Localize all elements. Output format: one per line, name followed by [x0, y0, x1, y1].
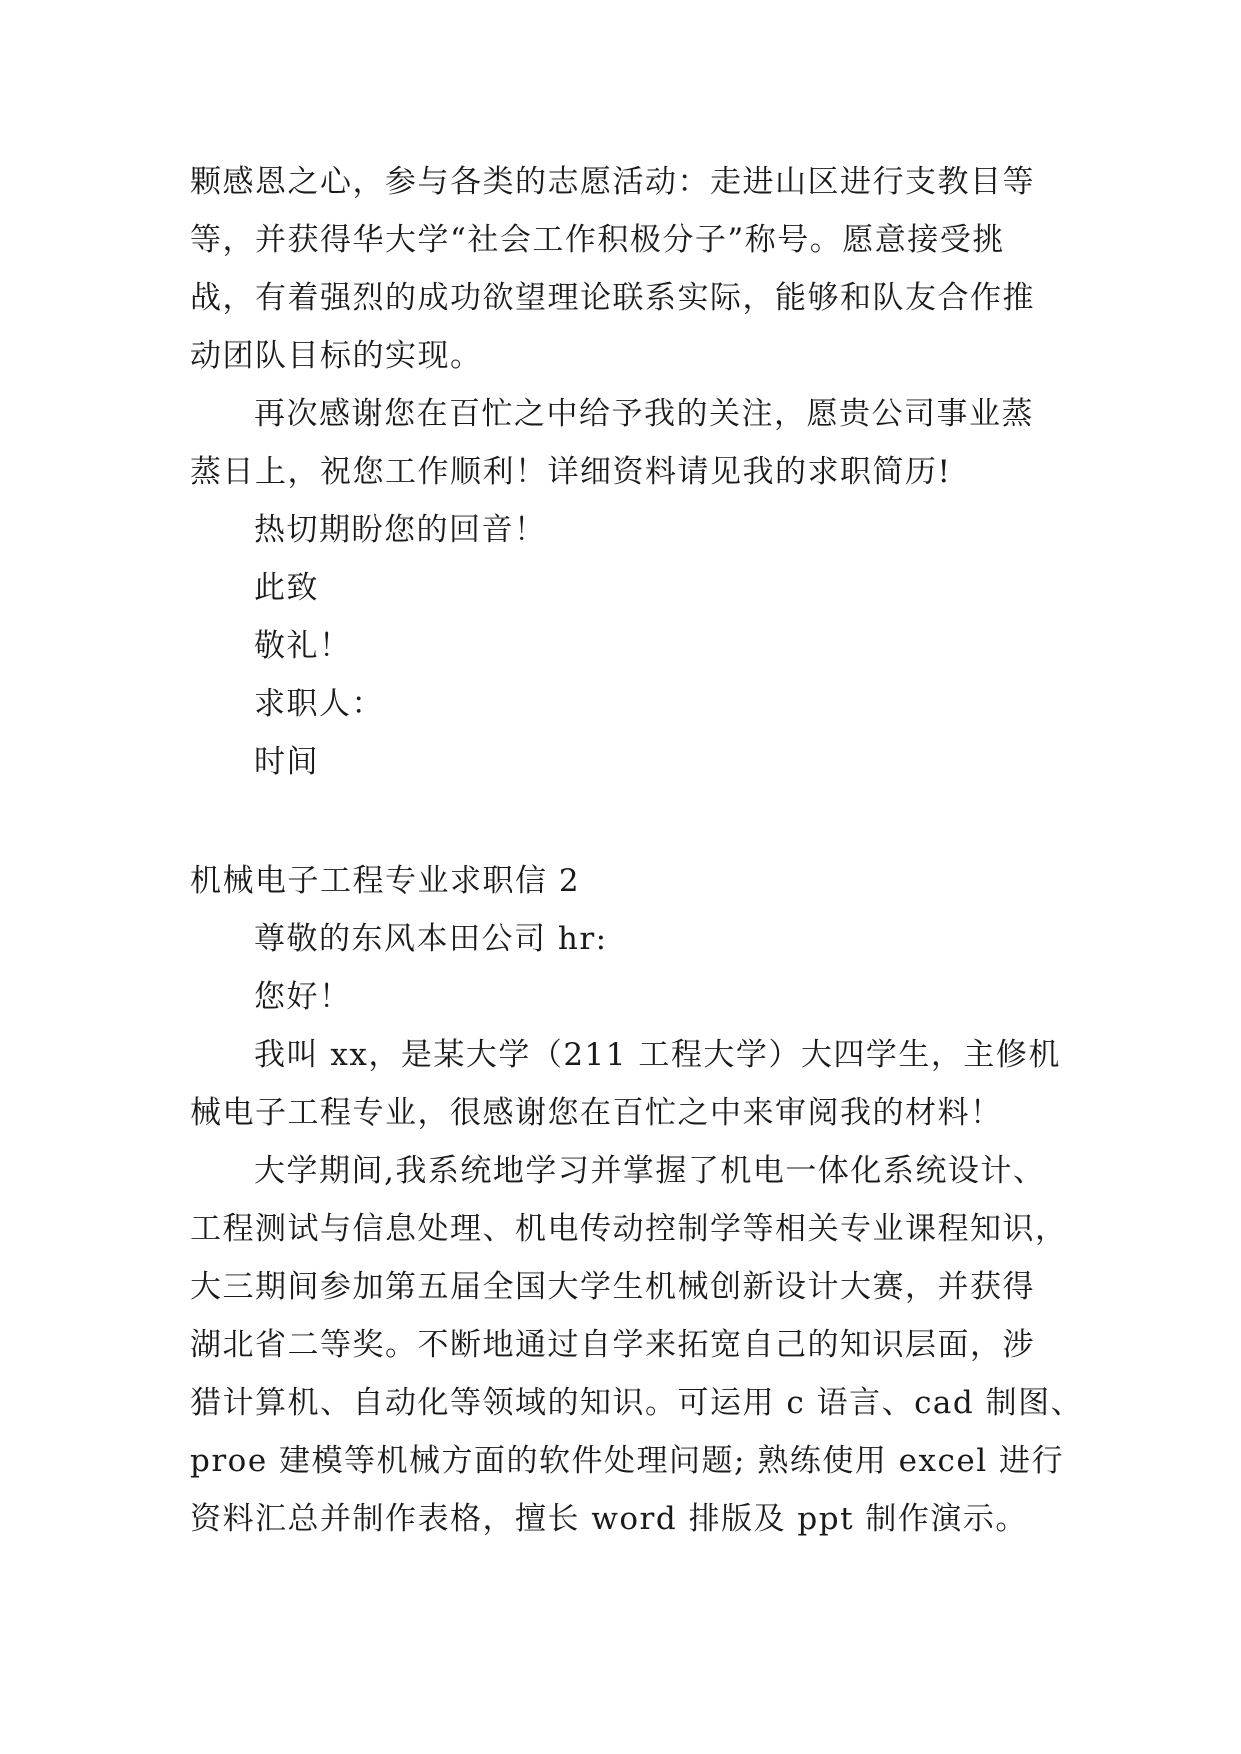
section-title: 机械电子工程专业求职信 2	[190, 863, 581, 899]
salutation: 尊敬的东风本田公司 hr:	[254, 921, 608, 957]
paragraph-line: 战，有着强烈的成功欲望理论联系实际，能够和队友合作推	[190, 280, 1035, 316]
study-paragraph-line: 大学期间,我系统地学习并掌握了机电一体化系统设计、	[254, 1153, 1046, 1189]
paragraph-line: 等，并获得华大学“社会工作积极分子”称号。愿意接受挑	[190, 222, 1005, 258]
closing-line: 求职人：	[254, 686, 384, 722]
study-paragraph-line: 工程测试与信息处理、机电传动控制学等相关专业课程知识，	[190, 1211, 1068, 1247]
intro-paragraph-line: 械电子工程专业，很感谢您在百忙之中来审阅我的材料！	[190, 1095, 1003, 1131]
intro-paragraph-line: 我叫 xx，是某大学（211 工程大学）大四学生，主修机	[254, 1037, 1061, 1073]
closing-paragraph-line: 再次感谢您在百忙之中给予我的关注，愿贵公司事业蒸	[254, 396, 1034, 432]
closing-line: 此致	[254, 570, 319, 606]
study-paragraph-line: proe 建模等机械方面的软件处理问题; 熟练使用 excel 进行	[190, 1443, 1064, 1479]
closing-paragraph-line: 蒸日上，祝您工作顺利！详细资料请见我的求职简历!	[190, 454, 952, 490]
closing-line: 敬礼！	[254, 628, 352, 664]
study-paragraph-line: 资料汇总并制作表格，擅长 word 排版及 ppt 制作演示。	[190, 1501, 1028, 1537]
study-paragraph-line: 猎计算机、自动化等领域的知识。可运用 c 语言、cad 制图、	[190, 1385, 1084, 1421]
paragraph-line: 动团队目标的实现。	[190, 338, 483, 374]
closing-line: 时间	[254, 744, 319, 780]
study-paragraph-line: 大三期间参加第五届全国大学生机械创新设计大赛，并获得	[190, 1269, 1035, 1305]
paragraph-line: 颗感恩之心，参与各类的志愿活动：走进山区进行支教目等	[190, 164, 1035, 200]
closing-line: 热切期盼您的回音！	[254, 512, 547, 548]
greeting: 您好！	[254, 979, 352, 1015]
study-paragraph-line: 湖北省二等奖。不断地通过自学来拓宽自己的知识层面，涉	[190, 1327, 1035, 1363]
